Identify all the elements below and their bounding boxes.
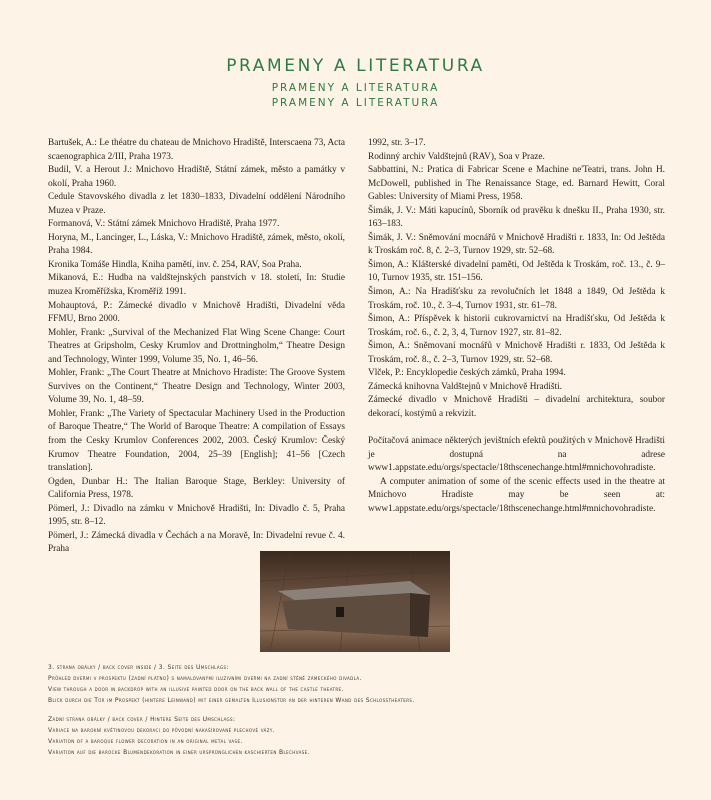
- bibliography-entry: Cedule Stavovského divadla z let 1830–1833, Divadelní oddělení Národního Muzea v Praze.: [48, 192, 345, 216]
- bibliography-entry: Ogden, Dunbar H.: The Italian Baroque Stage, Berkley: University of California Press, 1978.: [48, 476, 345, 501]
- bibliography-entry: Mohauptová, P.: Zámecké divadlo v Mnichově Hradišti, Divadelní věda FFMU, Brno 2000.: [48, 300, 345, 325]
- bibliography-entry: Sabbattini, N.: Pratica di Fabricar Scene e Machine ne'Teatri, trans. John H. McDowell, published in The Renaissance Stage, ed. Barnard Hewitt, Coral Gables: University of Miami Press, 1958.: [368, 165, 665, 203]
- bibliography-entry: Mohler, Frank: „Survival of the Mechanized Flat Wing Scene Change: Court Theatres at Gripsholm, Cesky Krumlov and Drottningholm,“ Theatre Design and Technology, Winter 1999, Volume 35, No. 1, 46–56.: [48, 327, 345, 365]
- bibliography-entry: Zámecká knihovna Valdštejnů v Mnichově Hradišti.: [368, 381, 562, 392]
- bibliography-entry: Šimák, J. V.: Sněmování mocnářů v Mnichově Hradišti r. 1833, In: Od Ještěda k Troskám roč. 8, č. 2–3, Turnov 1929, str. 52–68.: [368, 232, 665, 257]
- caption-line-de: Variation auf die barocke Blumendekoration in einer ursprünglichen kaschierten Blechvase.: [48, 749, 310, 756]
- caption-line-de: Blick durch die Tür im Prospekt (hintere Leinwand) mit einer gemalten Illusionstür an der hinteren Wand des Schlosstheaters.: [48, 697, 415, 704]
- animation-note-cz: Počítačová animace některých jevištních efektů použitých v Mnichově Hradišti je dostupná na adrese www1.appstate.edu/orgs/spectacle/18thscenechange.html#mnichovohradiste.: [368, 435, 665, 474]
- bibliography-right-column: [368, 137, 665, 516]
- bibliography-entry: Šimon, A.: Sněmovaní mocnářů v Mnichově Hradišti r. 1833, Od Ještěda k Troskám, roč. 8., č. 2–3, Turnov 1929, str. 52–68.: [368, 341, 665, 365]
- bibliography-entry: Mikanová, E.: Hudba na valdštejnských panstvích v 18. století, In: Studie muzea Kroměřížska, Kroměříž 1991.: [48, 273, 345, 298]
- page-title: PRAMENY A LITERATURA: [226, 56, 485, 76]
- bibliography-entry: Bartušek, A.: Le théatre du chateau de Mnichovo Hradiště, Interscaena 73, Acta scaenographica 2/III, Praha 1973.: [48, 138, 345, 162]
- bibliography-entry: Vlček, P.: Encyklopedie českých zámků, Praha 1994.: [368, 368, 566, 379]
- wooden-chest-photo: [260, 551, 450, 652]
- bibliography-entry: Kronika Tomáše Hindla, Kniha pamětí, inv. č. 254, RAV, Soa Praha.: [48, 259, 302, 270]
- caption-back-cover-inside: [48, 662, 415, 706]
- caption-line-cz: Průhled dveřmi v prospektu (zadní plátno) s namalovanými iluzivními dveřmi na zadní stěně zámeckého divadla.: [48, 675, 362, 682]
- page-subtitle: PRAMENY A LITERATURA: [271, 97, 440, 109]
- bibliography-entry: Šimon, A.: Příspěvek k historii cukrovarnictví na Hradišťsku, Od Ještěda k Troskám, roč. 6., č. 2, 3, 4, Turnov 1927, str. 81–82.: [368, 314, 665, 338]
- bibliography-left-column: [48, 137, 345, 557]
- bibliography-entry: Rodinný archiv Valdštejnů (RAV), Soa v Praze.: [368, 151, 545, 162]
- page-subtitle: PRAMENY A LITERATURA: [271, 82, 440, 94]
- bibliography-entry: Zámecké divadlo v Mnichově Hradišti – divadelní architektura, soubor dekorací, kostýmů a rekvizit.: [368, 395, 665, 419]
- caption-heading: Zadní strana obálky / back cover / Hintere Seite des Umschlags:: [48, 716, 236, 723]
- caption-line-en: View through a door in backdrop with an illusive painted door on the back wall of the castle theatre.: [48, 686, 344, 693]
- caption-line-cz: Variace na barokní květinovou dekoraci do původní nakašírované plechové vázy.: [48, 727, 276, 734]
- bibliography-entry: Mohler, Frank: „The Variety of Spectacular Machinery Used in the Production of Baroque Theatre,“ The World of Baroque Theatre: A compilation of Essays from the Cesky Krumlov Conferences 2002, 2003. Český Krumlov: Český Krumov Theatre Foundation, 2004, 25–39 [English]; 41–56 [Czech translation].: [48, 408, 345, 474]
- bibliography-entry: Šimon, A.: Na Hradišťsku za revolučních let 1848 a 1849, Od Ještěda k Troskám, roč. 10., č. 3–4, Turnov 1931, str. 61–78.: [368, 287, 665, 311]
- bibliography-entry: Formanová, V.: Státní zámek Mnichovo Hradiště, Praha 1977.: [48, 219, 280, 230]
- bibliography-entry: Mohler, Frank: „The Court Theatre at Mnichovo Hradiste: The Groove System Survives on the Continent,“ Theatre Design and Technology, Winter 2003, Volume 39, No. 1, 48–59.: [48, 368, 345, 406]
- bibliography-entry: Šimon, A.: Klášterské divadelní paměti, Od Ještěda k Troskám, roč. 13., č. 9–10, Turnov 1935, str. 151–156.: [368, 259, 665, 284]
- bibliography-entry: 1992, str. 3–17.: [368, 138, 426, 148]
- bibliography-entry: Šimák, J. V.: Máti kapucínů, Sborník od pravěku k dnešku II., Praha 1930, str. 163–183.: [368, 205, 665, 230]
- bibliography-entry: Pömerl, J.: Divadlo na zámku v Mnichově Hradišti, In: Divadlo č. 5, Praha 1995, str. 8–12.: [48, 503, 345, 528]
- animation-note-en: A computer animation of some of the scenic effects used in the theatre at Mnichovo Hradiste may be seen at: www1.appstate.edu/orgs/spectacle/18thscenechange.html#mnichovohradiste.: [368, 476, 665, 514]
- bibliography-entry: Horyna, M., Lancinger, L., Láska, V.: Mnichovo Hradiště, zámek, město, okolí, Praha 1984.: [48, 232, 345, 257]
- bibliography-entry: Budil, V. a Herout J.: Mnichovo Hradiště, Státní zámek, město a památky v okolí, Praha 1960.: [48, 165, 345, 189]
- caption-line-en: Variation of a baroque flower decoration in an original metal vase.: [48, 738, 243, 745]
- bibliography-entry: Pömerl, J.: Zámecká divadla v Čechách a na Moravě, In: Divadelní revue č. 4. Praha: [48, 530, 345, 555]
- caption-heading: 3. strana obálky / back cover inside / 3. Seite des Umschlags:: [48, 664, 229, 671]
- caption-back-cover: [48, 714, 310, 758]
